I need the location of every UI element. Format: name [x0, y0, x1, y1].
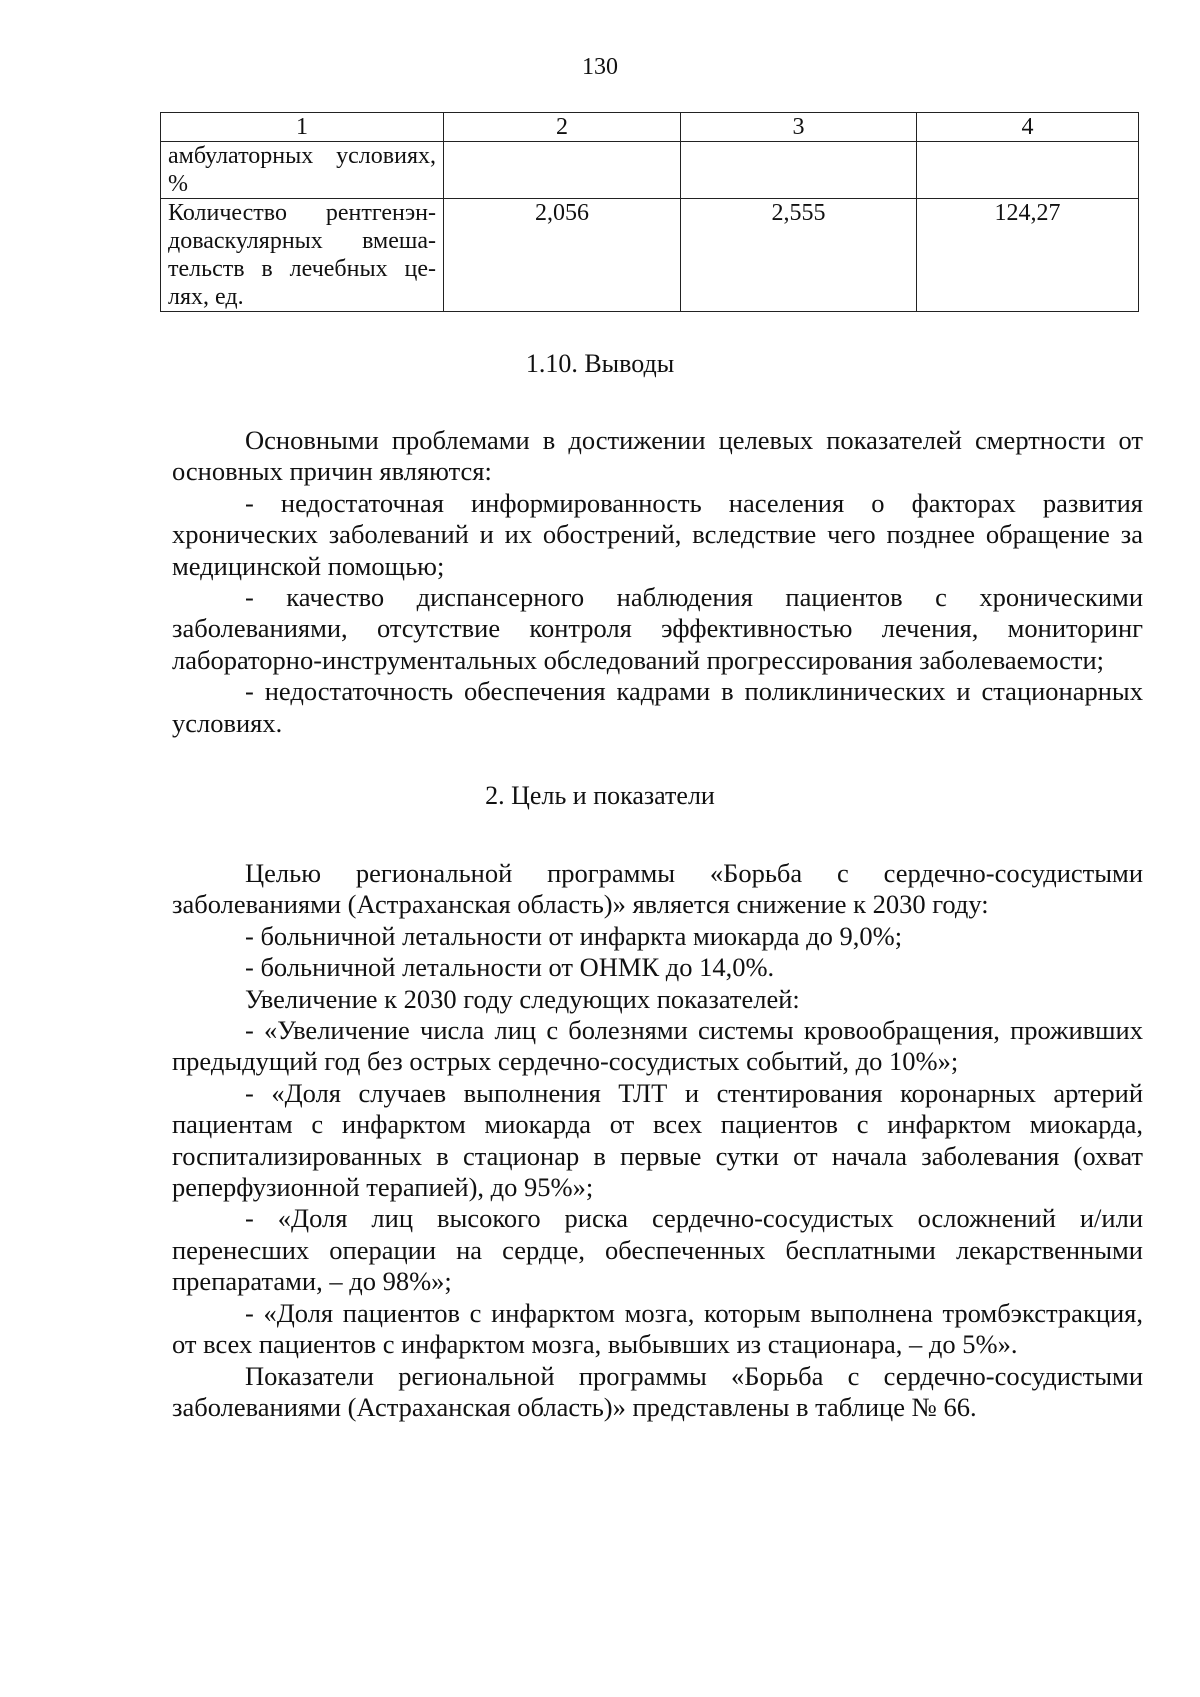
section-heading-conclusions: 1.10. Выводы: [525, 349, 675, 378]
list-item: - качество диспансерного наблюдения пациентов с хроническими заболеваниями, отсутствие контроля эффективностью лечения, мониторинг лабораторно-инструментальных обследований прогрессирования заболеваемости;: [172, 582, 1143, 675]
table-cell: [444, 142, 681, 199]
goals-body: [172, 858, 1143, 1423]
list-item: - больничной летальности от ОНМК до 14,0%.: [245, 952, 775, 983]
table-row: [161, 142, 1139, 199]
list-item: - больничной летальности от инфаркта миокарда до 9,0%;: [245, 920, 903, 951]
list-item: - недостаточная информированность населения о факторах развития хронических заболеваний и их обострений, вследствие чего позднее обращение за медицинской помощью;: [172, 487, 1143, 581]
paragraph: Целью региональной программы «Борьба с сердечно-сосудистыми заболеваниями (Астраханская область)» является снижение к 2030 году:: [172, 858, 1143, 920]
table-row: [161, 199, 1139, 312]
page-number: 130: [582, 54, 618, 80]
paragraph: Показатели региональной программы «Борьба с сердечно-сосудистыми заболеваниями (Астраханская область)» представлены в таблице № 66.: [172, 1360, 1143, 1422]
data-table: [160, 112, 1139, 312]
list-item: - «Доля случаев выполнения ТЛТ и стентирования коронарных артерий пациентам с инфарктом миокарда от всех пациентов с инфарктом миокарда, госпитализированных в стационар в первые сутки от начала заболевания (охват реперфузионной терапией), до 95%»;: [172, 1077, 1143, 1203]
table-header-cell: 4: [917, 113, 1139, 142]
paragraph: Увеличение к 2030 году следующих показателей:: [245, 983, 800, 1014]
conclusions-body: [172, 425, 1143, 739]
table-cell-label: амбулаторных условиях, %: [161, 142, 444, 199]
list-item: - «Доля пациентов с инфарктом мозга, которым выполнена тромбэкстракция, от всех пациентов с инфарктом мозга, выбывших из стационара, – до 5%».: [172, 1297, 1143, 1360]
table-header-row: [161, 113, 1139, 142]
section-heading-goals: 2. Цель и показатели: [485, 781, 715, 810]
list-item: - недостаточность обеспечения кадрами в поликлинических и стационарных условиях.: [172, 676, 1143, 738]
table-header-cell: 2: [444, 113, 681, 142]
table-cell: 2,555: [681, 199, 917, 312]
list-item: - «Увеличение числа лиц с болезнями системы кровообращения, проживших предыдущий год без острых сердечно-сосудистых событий, до 10%»;: [172, 1015, 1143, 1077]
table-header-cell: 3: [681, 113, 917, 142]
table-header-cell: 1: [161, 113, 444, 142]
table-cell: [681, 142, 917, 199]
table-cell: 124,27: [917, 199, 1139, 312]
table-cell: [917, 142, 1139, 199]
table-cell: 2,056: [444, 199, 681, 312]
paragraph: Основными проблемами в достижении целевых показателей смертности от основных причин являются:: [172, 425, 1143, 487]
list-item: - «Доля лиц высокого риска сердечно-сосудистых осложнений и/или перенесших операции на сердце, обеспеченных бесплатными лекарственными препаратами, – до 98%»;: [172, 1203, 1143, 1297]
table-cell-label: Количество рентгенэн-доваскулярных вмеша-тельств в лечебных це-лях, ед.: [161, 199, 444, 312]
